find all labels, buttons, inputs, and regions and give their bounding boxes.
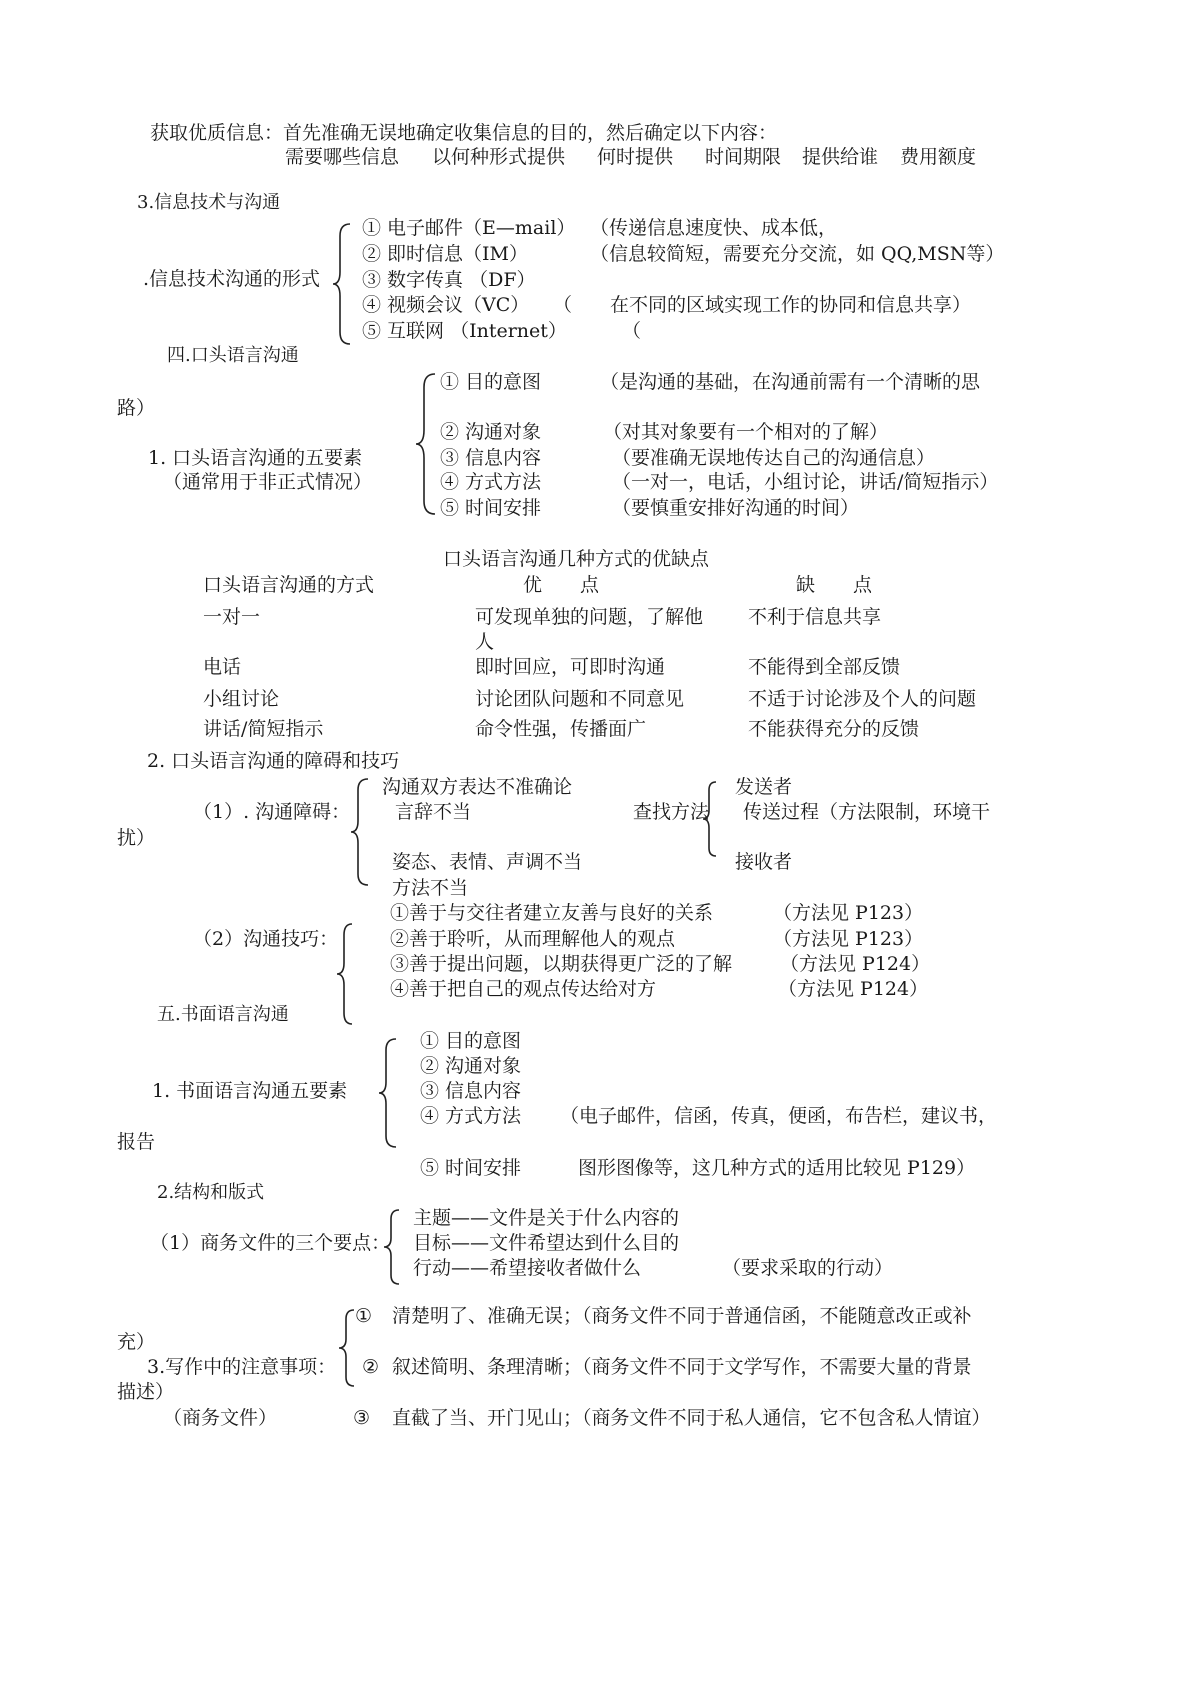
intro-item: 以何种形式提供: [432, 146, 566, 168]
forms-label: .信息技术沟通的形式: [143, 268, 321, 290]
table-cell: 命令性强，传播面广: [475, 718, 647, 740]
table-cell: 电话: [203, 656, 242, 678]
wrap-text: 报告: [117, 1131, 156, 1153]
elements-label: 1. 口头语言沟通的五要素: [148, 447, 363, 469]
wrap-text: 路）: [117, 397, 156, 419]
table-cell: 一对一: [203, 606, 261, 628]
element-item: ② 沟通对象: [420, 1055, 522, 1077]
writing-num: ①: [355, 1305, 373, 1327]
writing-sub: （商务文件）: [163, 1407, 278, 1429]
method-note: （电子邮件，信函，传真，便函，布告栏，建议书，: [560, 1105, 998, 1127]
table-cell: 不利于信息共享: [748, 606, 882, 628]
brace: [702, 780, 718, 858]
form-note: （信息较简短，需要充分交流，如 QQ,MSN等）: [590, 243, 1005, 265]
wrap-text: 扰）: [117, 827, 156, 849]
section-title: 2. 口头语言沟通的障碍和技巧: [147, 750, 400, 772]
element-item: ⑤ 时间安排: [440, 497, 542, 519]
table-cell: 讨论团队问题和不同意见: [475, 688, 685, 710]
skill-item: ②善于聆听，从而理解他人的观点: [390, 928, 676, 950]
barrier-item: 言辞不当: [395, 801, 472, 823]
barrier-item: 沟通双方表达不准确论: [382, 776, 573, 798]
brace: [338, 1308, 356, 1388]
table-header: 缺 点: [796, 574, 873, 596]
skill-item: ①善于与交往者建立友善与良好的关系: [390, 902, 714, 924]
intro-item: 提供给谁: [802, 146, 879, 168]
form-item: ③ 数字传真 （DF）: [362, 269, 536, 291]
intro-item: 需要哪些信息: [285, 146, 400, 168]
table-cell: 小组讨论: [203, 688, 280, 710]
element-item: ④ 方式方法: [440, 471, 542, 493]
writing-label: 3.写作中的注意事项：: [147, 1356, 337, 1378]
table-cell: 不能获得充分的反馈: [748, 718, 920, 740]
element-item: ③ 信息内容: [440, 447, 542, 469]
section-title: 五.书面语言沟通: [157, 1004, 289, 1025]
barriers-label: （1）. 沟通障碍：: [193, 801, 351, 823]
table-cell: 不能得到全部反馈: [748, 656, 901, 678]
writing-item: 清楚明了、准确无误；（商务文件不同于普通信函，不能随意改正或补: [392, 1305, 972, 1327]
element-note: （对其对象要有一个相对的了解）: [603, 421, 889, 443]
element-item: ④ 方式方法: [420, 1105, 522, 1127]
brace: [336, 922, 354, 1026]
table-header: 优 点: [523, 574, 600, 596]
element-note: （要准确无误地传达自己的沟通信息）: [612, 447, 936, 469]
form-item: ⑤ 互联网 （Internet）: [362, 320, 567, 342]
table-header: 口头语言沟通的方式: [203, 574, 375, 596]
form-item: ① 电子邮件（E—mail）: [362, 217, 576, 239]
intro-item: 时间期限: [705, 146, 782, 168]
element-item: ① 目的意图: [440, 371, 542, 393]
skill-ref: （方法见 P124）: [778, 978, 929, 1000]
skills-label: （2）沟通技巧：: [193, 928, 339, 950]
brace: [415, 372, 437, 516]
form-note: （传递信息速度快、成本低，: [590, 217, 838, 239]
table-cell: 可发现单独的问题，了解他: [475, 606, 704, 628]
find-item: 接收者: [735, 851, 793, 873]
action-note: （要求采取的行动）: [722, 1257, 894, 1279]
intro-item: 费用额度: [900, 146, 977, 168]
table-cell: 人: [475, 631, 495, 653]
section-title: 四.口头语言沟通: [167, 345, 299, 366]
skill-ref: （方法见 P124）: [780, 953, 931, 975]
wrap-text: 充）: [117, 1331, 156, 1353]
skill-ref: （方法见 P123）: [773, 902, 924, 924]
element-item: ③ 信息内容: [420, 1080, 522, 1102]
form-note: （: [622, 320, 642, 342]
wrap-text: 描述）: [117, 1381, 175, 1403]
table-cell: 不适于讨论涉及个人的问题: [748, 688, 977, 710]
skill-item: ③善于提出问题，以期获得更广泛的了解: [390, 953, 733, 975]
form-item: ② 即时信息（IM）: [362, 243, 528, 265]
writing-item: 叙述简明、条理清晰；（商务文件不同于文学写作，不需要大量的背景: [392, 1356, 972, 1378]
structure-label: （1）商务文件的三个要点：: [150, 1232, 391, 1254]
writing-num: ③: [353, 1407, 371, 1429]
element-item: ② 沟通对象: [440, 421, 542, 443]
elements-sub: （通常用于非正式情况）: [163, 471, 373, 493]
find-item: 发送者: [735, 776, 793, 798]
skill-ref: （方法见 P123）: [773, 928, 924, 950]
brace: [332, 222, 352, 346]
table-title: 口头语言沟通几种方式的优缺点: [443, 548, 710, 570]
writing-num: ②: [362, 1356, 380, 1378]
element-note: （是沟通的基础，在沟通前需有一个清晰的思: [600, 371, 981, 393]
find-item: 传送过程（方法限制，环境干: [743, 801, 991, 823]
brace: [378, 1037, 398, 1149]
form-note: （ 在不同的区域实现工作的协同和信息共享）: [553, 294, 972, 316]
skill-item: ④善于把自己的观点传达给对方: [390, 978, 657, 1000]
structure-item: 目标——文件希望达到什么目的: [413, 1232, 680, 1254]
section-title: 2.结构和版式: [157, 1182, 265, 1203]
section-title: 3.信息技术与沟通: [137, 192, 281, 213]
writing-item: 直截了当、开门见山；（商务文件不同于私人通信，它不包含私人情谊）: [392, 1407, 991, 1429]
find-label: 查找方法: [633, 801, 710, 823]
elements-label: 1. 书面语言沟通五要素: [152, 1080, 348, 1102]
element-item: ⑤ 时间安排: [420, 1157, 522, 1179]
time-note: 图形图像等，这几种方式的适用比较见 P129）: [578, 1157, 976, 1179]
table-cell: 即时回应，可即时沟通: [475, 656, 666, 678]
barrier-item: 方法不当: [392, 877, 469, 899]
table-cell: 讲话/简短指示: [203, 718, 324, 740]
structure-item: 行动——希望接收者做什么: [413, 1257, 642, 1279]
structure-item: 主题——文件是关于什么内容的: [413, 1207, 680, 1229]
form-item: ④ 视频会议（VC）: [362, 294, 530, 316]
element-note: （要慎重安排好沟通的时间）: [612, 497, 860, 519]
barrier-item: 姿态、表情、声调不当: [392, 851, 583, 873]
brace: [350, 777, 370, 887]
element-item: ① 目的意图: [420, 1030, 522, 1052]
intro-item: 何时提供: [597, 146, 674, 168]
intro-line: 获取优质信息：首先准确无误地确定收集信息的目的，然后确定以下内容：: [150, 122, 778, 144]
element-note: （一对一，电话，小组讨论，讲话/简短指示）: [612, 471, 999, 493]
